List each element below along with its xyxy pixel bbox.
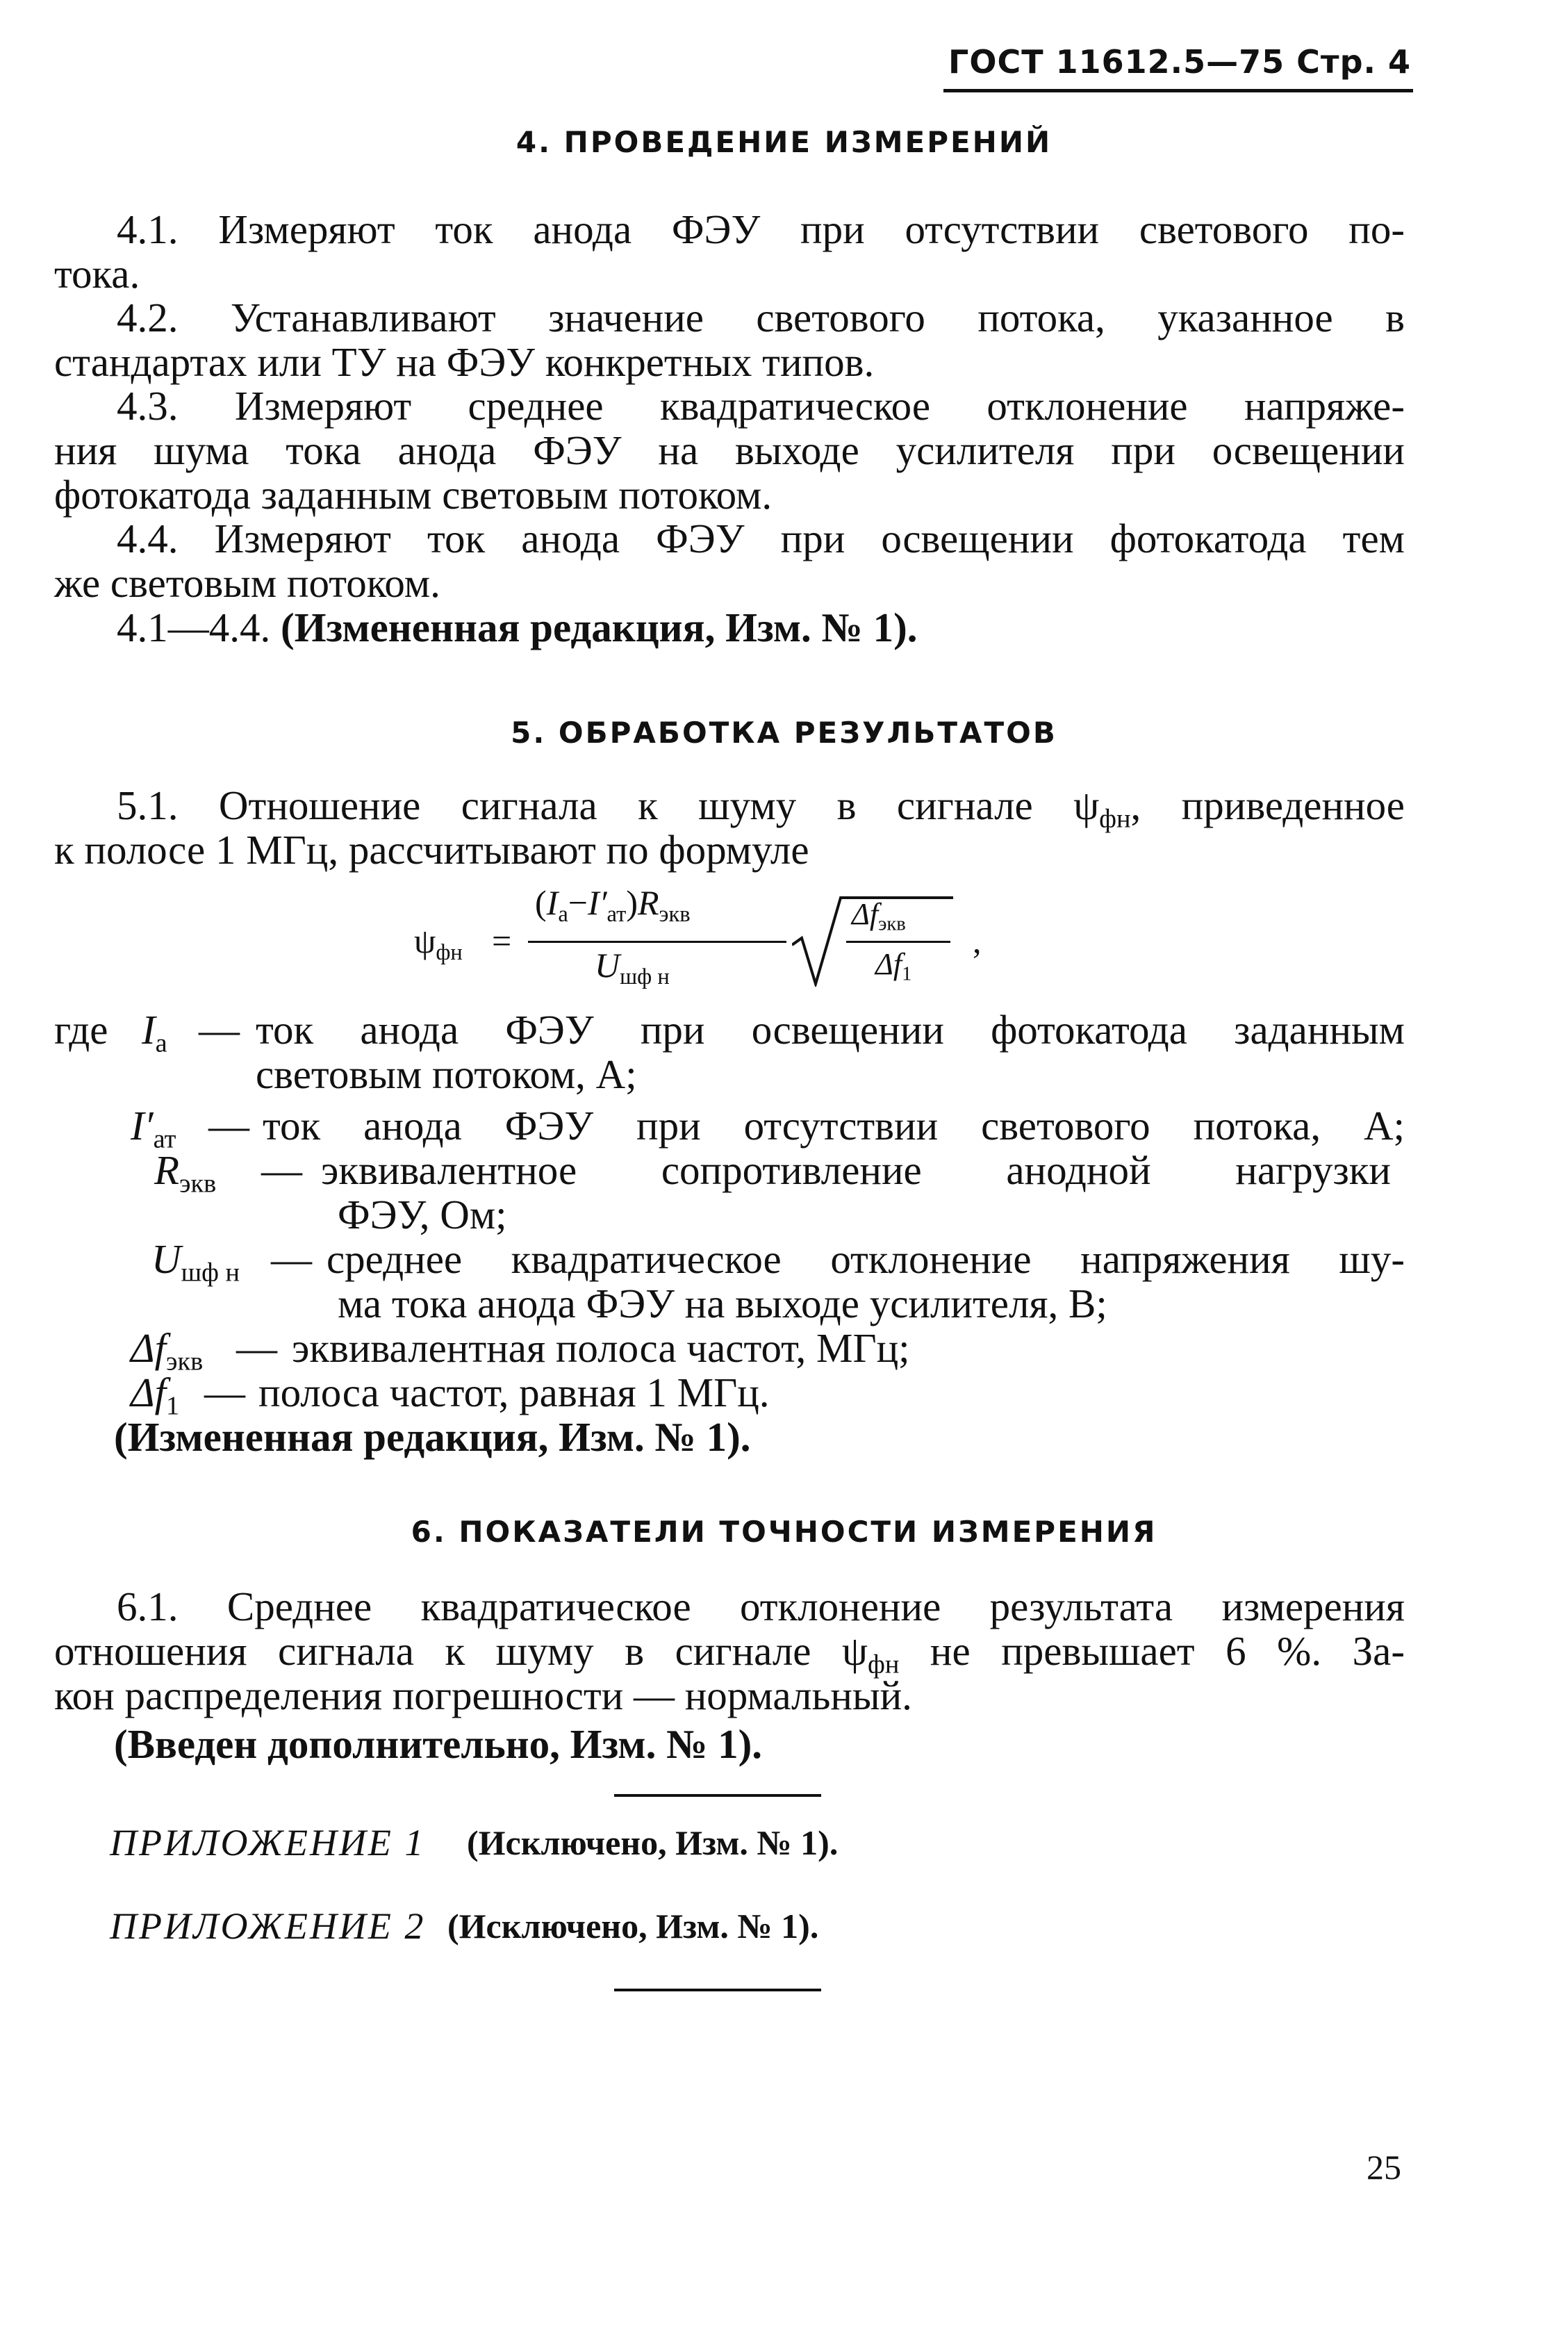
def-text-ia: ток анода ФЭУ при освещении фотокатода заданным: [256, 1007, 1405, 1053]
para-6-1-line-1: 6.1. Среднее квадратическое отклонение результата измерения: [117, 1584, 1405, 1629]
def-text-iat: ток анода ФЭУ при отсутствии светового потока, А;: [263, 1103, 1405, 1149]
radicand-fraction-bar: [846, 941, 950, 943]
para-4-3-line-1: 4.3. Измеряют среднее квадратическое отклонение напряже-: [117, 383, 1405, 429]
formula-comma: ,: [973, 921, 982, 960]
para-5-1-line-2: к полосе 1 МГц, рассчитывают по формуле: [54, 827, 809, 873]
formula: [0, 882, 1568, 994]
formula-fraction-bar: [528, 941, 786, 943]
def-symbol-ia: $I_а$: [142, 1007, 167, 1058]
def-dash-rekv: —: [261, 1147, 302, 1193]
para-6-1-text-a: отношения сигнала к шуму в сигнале: [54, 1628, 811, 1674]
where-label: где: [54, 1007, 108, 1053]
para-4-1-line-1: 4.1. Измеряют ток анода ФЭУ при отсутствии светового по-: [117, 206, 1405, 252]
appendix-2-status: (Исключено, Изм. № 1).: [447, 1907, 819, 1946]
amendment-4-note: (Измененная редакция, Изм. № 1).: [281, 605, 918, 650]
amendment-4: [117, 605, 918, 650]
page-number: 25: [1367, 2148, 1401, 2187]
def-text-rekv: эквивалентное сопротивление анодной нагрузки: [321, 1147, 1391, 1193]
para-5-1-line-1: [54, 782, 1405, 834]
formula-equals: =: [492, 921, 512, 960]
appendix-2-label: ПРИЛОЖЕНИЕ 2: [110, 1905, 426, 1947]
para-4-2-line-2: стандартах или ТУ на ФЭУ конкретных типов.: [54, 339, 875, 385]
def-symbol-dfekv: $\Delta f_{экв}$: [131, 1325, 204, 1376]
para-4-3-line-2: ния шума тока анода ФЭУ на выходе усилителя при освещении: [54, 427, 1405, 473]
separator-rule-bottom: [614, 1989, 821, 1991]
para-4-3-line-3: фотокатода заданным световым потоком.: [54, 472, 773, 518]
para-5-1-text-b: , приведенное: [1130, 782, 1405, 828]
def-symbol-ushfn: $U_{шф н}$: [151, 1236, 240, 1288]
para-4-4-line-2: же световым потоком.: [54, 560, 440, 606]
amendment-5: (Измененная редакция, Изм. № 1).: [114, 1414, 751, 1460]
para-6-1-line-2: [54, 1628, 1405, 1679]
separator-rule-top: [614, 1794, 821, 1797]
def-text-df1: полоса частот, равная 1 МГц.: [258, 1370, 770, 1415]
appendix-1-label: ПРИЛОЖЕНИЕ 1: [110, 1822, 426, 1864]
def-text-ushfn: среднее квадратическое отклонение напряжения шу-: [327, 1236, 1405, 1282]
def-dash-iat: —: [208, 1103, 249, 1149]
def-dash-dfekv: —: [236, 1325, 277, 1371]
document-header: ГОСТ 11612.5—75 Стр. 4: [948, 43, 1411, 81]
radicand-denominator: $\Delta f_1$: [875, 947, 912, 985]
para-4-4-line-1: 4.4. Измеряют ток анода ФЭУ при освещении фотокатода тем: [117, 516, 1405, 561]
appendix-1-status: (Исключено, Изм. № 1).: [467, 1823, 839, 1862]
def-text-ushfn-cont: ма тока анода ФЭУ на выходе усилителя, В;: [338, 1281, 1107, 1326]
def-text-ia-cont: световым потоком, А;: [256, 1051, 637, 1097]
def-dash-df1: —: [204, 1370, 245, 1415]
radicand-numerator: $\Delta f_{экв}$: [852, 897, 906, 935]
formula-numerator: $(I_а-I'_{ат})R_{экв}$: [535, 883, 691, 927]
para-5-1-text-a: 5.1. Отношение сигнала к шуму в сигнале: [117, 782, 1033, 828]
psi-symbol: $\psi_{фн}$: [1073, 782, 1131, 834]
def-text-dfekv: эквивалентная полоса частот, МГц;: [292, 1325, 910, 1371]
def-symbol-iat: $I'_{ат}$: [131, 1103, 176, 1154]
amendment-4-range: 4.1—4.4.: [117, 605, 271, 650]
def-symbol-rekv: $R_{экв}$: [154, 1147, 217, 1199]
para-6-1-text-b: не превышает 6 %. За-: [930, 1628, 1405, 1674]
para-4-1-line-2: тока.: [54, 251, 140, 297]
section-4-heading: 4. ПРОВЕДЕНИЕ ИЗМЕРЕНИЙ: [515, 125, 1053, 159]
para-4-2-line-1: 4.2. Устанавливают значение светового потока, указанное в: [117, 295, 1405, 340]
def-dash-ia: —: [199, 1007, 240, 1053]
para-6-1-line-3: кон распределения погрешности — нормальный.: [54, 1672, 912, 1718]
amendment-6: (Введен дополнительно, Изм. № 1).: [114, 1721, 763, 1767]
section-6-heading: 6. ПОКАЗАТЕЛИ ТОЧНОСТИ ИЗМЕРЕНИЯ: [411, 1515, 1157, 1549]
def-dash-ushfn: —: [271, 1236, 312, 1282]
psi-symbol-2: $\psi_{фн}$: [842, 1628, 900, 1679]
section-5-heading: 5. ОБРАБОТКА РЕЗУЛЬТАТОВ: [511, 716, 1057, 750]
formula-denominator: $U_{шф н}$: [595, 946, 670, 989]
def-symbol-df1: $\Delta f_1$: [131, 1370, 180, 1421]
header-rule: [943, 89, 1413, 92]
formula-lhs: $\psi_{фн}$: [414, 921, 463, 965]
def-text-rekv-cont: ФЭУ, Ом;: [338, 1192, 507, 1237]
